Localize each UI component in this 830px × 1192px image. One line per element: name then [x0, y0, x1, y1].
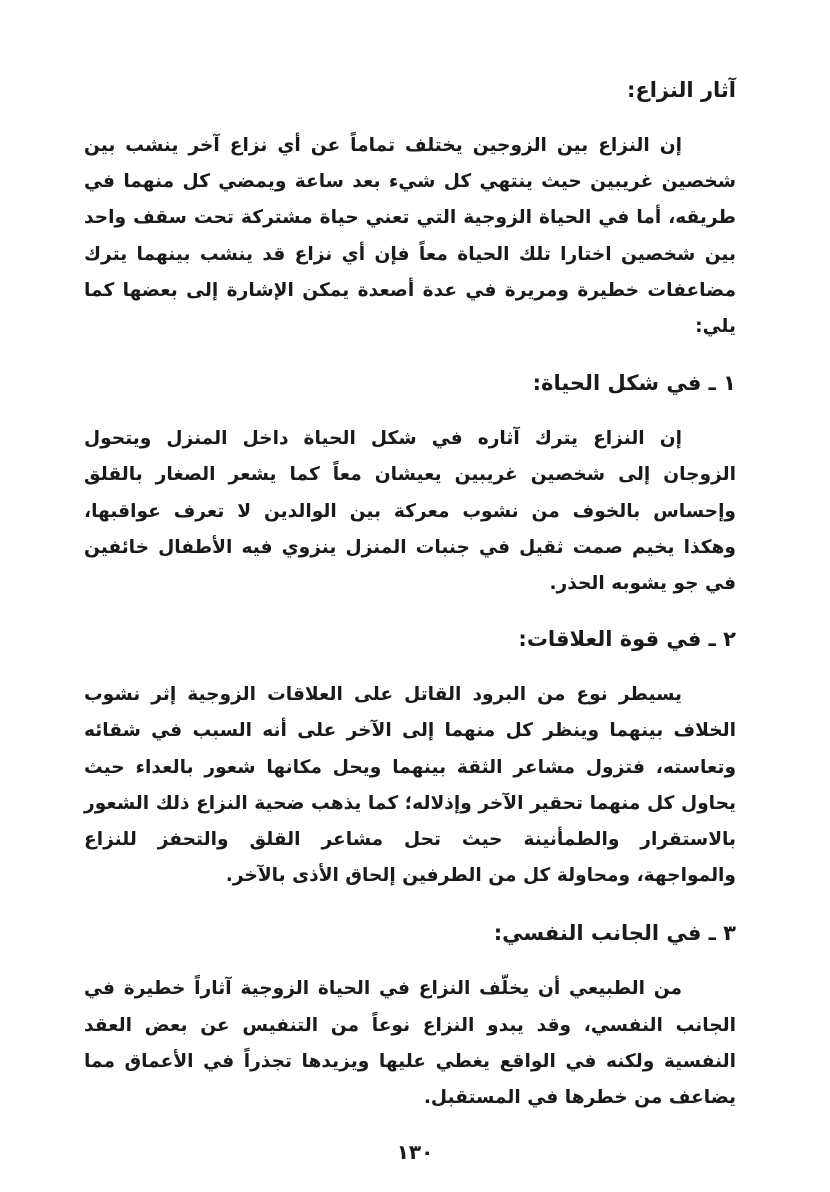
section-paragraph-effects: إن النزاع بين الزوجين يختلف تماماً عن أي نزاع آخر ينشب بين شخصين غريبين حيث ينتهي كل شيء بعد ساعة ويمضي كل منهما في طريقه، أما في الحياة الزوجية التي تعني حياة مشتركة تحت سقف واحد بين شخصين اختارا تلك الحياة معاً فإن أي نزاع قد ينشب بينهما يترك مضاعفات خطيرة ومريرة في عدة أصعدة يمكن الإشارة إلى بعضها كما يلي:: [84, 135, 736, 338]
section-heading-relations: ٢ ـ في قوة العلاقات:: [518, 627, 736, 652]
page-content: [84, 70, 736, 1116]
section-paragraph-life-form: إن النزاع يترك آثاره في شكل الحياة داخل المنزل ويتحول الزوجان إلى شخصين غريبين يعيشان معاً كما يشعر الصغار بالقلق وإحساس بالخوف من نشوب معركة بين الوالدين لا تعرف عواقبها، وهكذا يخيم صمت ثقيل في جنبات المنزل ينزوي فيه الأطفال خائفين في جو يشوبه الحذر.: [84, 428, 736, 595]
section-heading-life-form: ١ ـ في شكل الحياة:: [532, 371, 736, 396]
page-number: ١٣٠: [396, 1140, 434, 1164]
section-heading-psychological: ٣ ـ في الجانب النفسي:: [493, 921, 736, 946]
section-paragraph-relations: يسيطر نوع من البرود القاتل على العلاقات الزوجية إثر نشوب الخلاف بينهما وينظر كل منهما إلى الآخر على أنه السبب في شقائه وتعاسته، فتزول مشاعر الثقة بينهما ويحل مكانها شعور بالعداء حيث يحاول كل منهما تحقير الآخر وإذلاله؛ كما يذهب ضحية النزاع ذلك الشعور بالاستقرار والطمأنينة حيث تحل مشاعر القلق والتحفز للنزاع والمواجهة، ومحاولة كل من الطرفين إلحاق الأذى بالآخر.: [84, 684, 736, 887]
section-paragraph-psychological: من الطبيعي أن يخلّف النزاع في الحياة الزوجية آثاراً خطيرة في الجانب النفسي، وقد يبدو النزاع نوعاً من التنفيس عن بعض العقد النفسية ولكنه في الواقع يغطي عليها ويزيدها تجذراً في الأعماق مما يضاعف من خطرها في المستقبل.: [84, 978, 736, 1109]
section-heading-effects: آثار النزاع:: [626, 78, 736, 102]
